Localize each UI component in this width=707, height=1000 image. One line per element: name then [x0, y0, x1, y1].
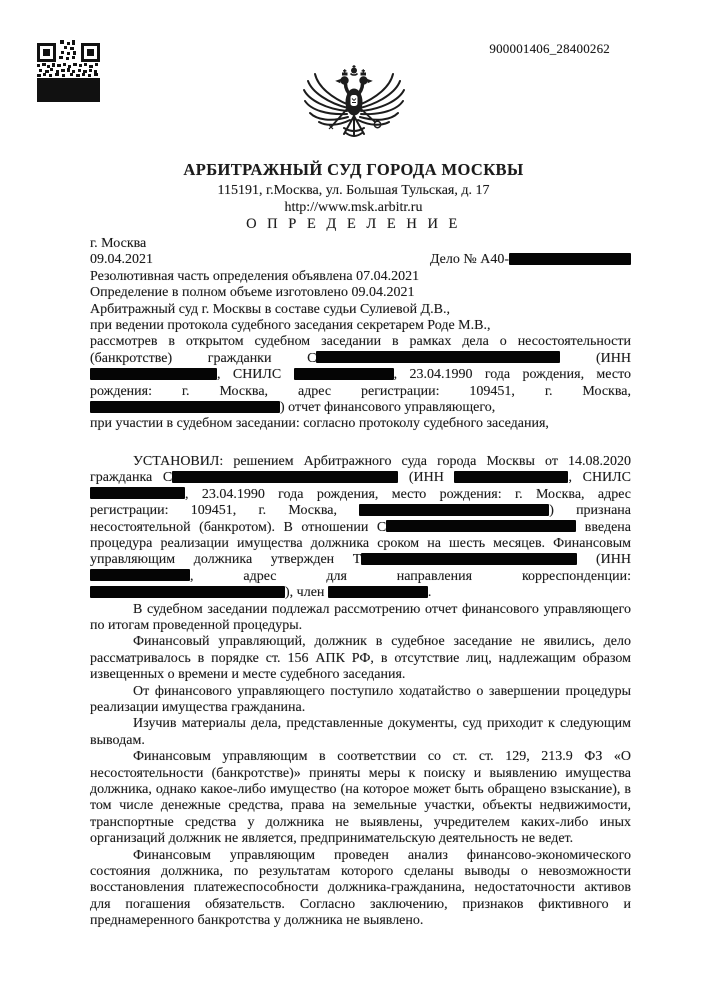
redaction-bar	[90, 569, 190, 581]
secretary-line: при ведении протокола судебного заседания секретарем Роде М.В.,	[90, 318, 491, 334]
asset-search-paragraph: Финансовым управляющим в соответствии со ст. ст. 129, 213.9 ФЗ «О несостоятельности (банкротстве)» приняты меры к поиску и выявлению имущества должника, однако какое-либо имущество (на которое может быть обращено взыскание), в том числе денежные средства, права на земельные участки, объекты недвижимости, транспортные средства у должника не выявлены, учредителем каких-либо иных организаций должник не является, предпринимательскую деятельность не ведет.	[90, 749, 631, 847]
redaction-bar	[509, 253, 631, 265]
established-paragraph: УСТАНОВИЛ: решением Арбитражного суда города Москвы от 14.08.2020 гражданка С (ИНН , СНИЛС , 23.04.1990 года рождения, место рождения: г. Москва, адрес регистрации: 109451, г. Москва, ) признана несостоятельной (банкротом). В отношении С введена процедура реализации имущества должника сроком на шесть месяцев. Финансовым управляющим должника утвержден Т (ИНН , адрес для направления корреспонденции: ), член .	[90, 453, 632, 601]
redaction-bar	[316, 351, 560, 363]
court-name: АРБИТРАЖНЫЙ СУД ГОРОДА МОСКВЫ	[183, 160, 524, 179]
report-review-paragraph: В судебном заседании подлежал рассмотрению отчет финансового управляющего по итогам проведенной процедуры.	[90, 601, 631, 633]
date-case-row	[90, 252, 631, 268]
redaction-bar	[172, 471, 398, 483]
court-address: 115191, г.Москва, ул. Большая Тульская, д. 17	[217, 183, 490, 198]
redaction-bar	[90, 487, 185, 499]
redaction-bar	[359, 504, 549, 516]
case-intro-paragraph: рассмотрев в открытом судебном заседании в рамках дела о несостоятельности (банкротстве) гражданки С (ИНН , СНИЛС , 23.04.1990 года рождения, место рождения: г. Москва, адрес регистрации: 109451, г. Москва, ) отчет финансового управляющего,	[90, 334, 631, 416]
document-body	[90, 236, 631, 930]
participants-line: при участии в судебном заседании: согласно протоколу судебного заседания,	[90, 416, 549, 432]
city-line: г. Москва	[90, 236, 147, 251]
resolutive-part-line: Резолютивная часть определения объявлена 07.04.2021	[90, 268, 420, 284]
financial-analysis-paragraph: Финансовым управляющим проведен анализ финансово-экономического состояния должника, по результатам которого сделаны выводы о невозможности восстановления платежеспособности должника-гражданина, недостаточности активов для погашения обязательств. Согласно заключению, признаков фиктивного и преднамеренного банкротства у должника не выявлено.	[90, 847, 631, 929]
absence-paragraph: Финансовый управляющий, должник в судебное заседание не явились, дело рассматривалось в порядке ст. 156 АПК РФ, в отсутствие лиц, надлежащим образом извещенных о времени и месте судебного заседания.	[90, 634, 631, 683]
court-website: http://www.msk.arbitr.ru	[284, 200, 423, 215]
redaction-bar	[386, 520, 576, 532]
document-id: 900001406_28400262	[489, 41, 610, 56]
redaction-bar	[328, 586, 428, 598]
document-type-title: О П Р Е Д Е Л Е Н И Е	[246, 216, 461, 232]
redaction-bar	[454, 471, 568, 483]
qr-code-icon	[37, 40, 100, 102]
case-number: Дело № А40-	[430, 252, 631, 268]
date: 09.04.2021	[90, 252, 153, 268]
motion-paragraph: От финансового управляющего поступило ходатайство о завершении процедуры реализации имущества гражданина.	[90, 683, 631, 715]
redaction-bar	[90, 368, 217, 380]
blank-line	[90, 433, 631, 454]
conclusions-intro-paragraph: Изучив материалы дела, представленные документы, суд приходит к следующим выводам.	[90, 716, 631, 748]
coat-of-arms-icon	[302, 64, 406, 159]
judge-line: Арбитражный суд г. Москвы в составе судьи Сулиевой Д.В.,	[90, 301, 450, 317]
redaction-bar	[90, 401, 280, 413]
redaction-bar	[294, 368, 394, 380]
full-text-line: Определение в полном объеме изготовлено 09.04.2021	[90, 285, 415, 301]
redaction-bar	[90, 586, 285, 598]
redaction-bar	[361, 553, 577, 565]
